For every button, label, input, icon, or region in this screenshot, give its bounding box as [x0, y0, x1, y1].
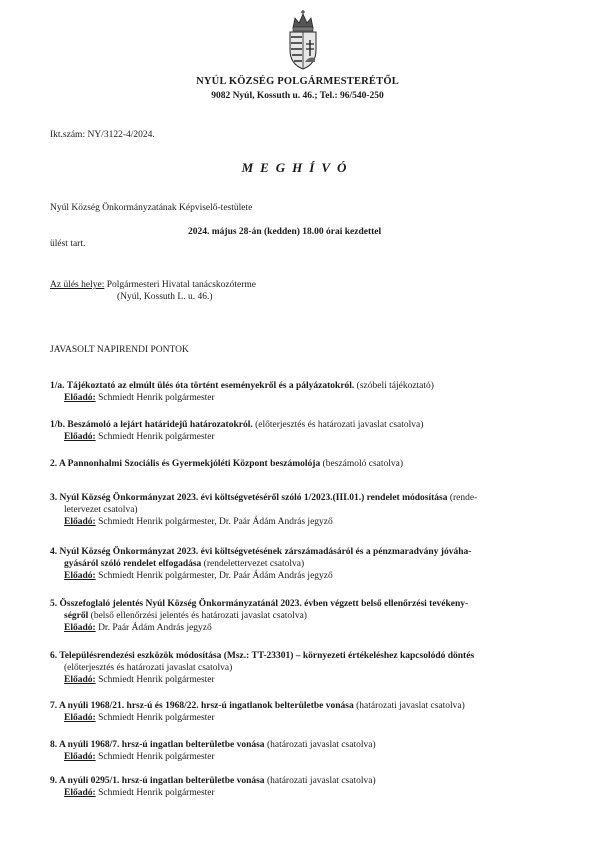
- item-presenter: Schmiedt Henrik polgármester, Dr. Paár Ádám András jegyző: [95, 571, 333, 581]
- item-title: 2. A Pannonhalmi Szociális és Gyermekjóléti Központ beszámolója: [50, 459, 321, 469]
- presenter-label: Előadó:: [64, 432, 96, 442]
- item-title: 3. Nyúl Község Önkormányzat 2023. évi költségvetéséről szóló 1/2023.(III.01.) rendelet módosítása: [50, 493, 448, 503]
- presenter-label: Előadó:: [64, 623, 96, 633]
- presenter-label: Előadó:: [64, 517, 96, 527]
- agenda-item-9: [50, 775, 550, 799]
- item-presenter: Schmiedt Henrik polgármester: [95, 713, 215, 723]
- item-presenter: Schmiedt Henrik polgármester, Dr. Paár Ádám András jegyző: [95, 517, 333, 527]
- venue-label: Az ülés helye:: [50, 280, 105, 290]
- item-presenter: Schmiedt Henrik polgármester: [95, 393, 215, 403]
- intro-text: Nyúl Község Önkormányzatának Képviselő-testülete: [50, 203, 253, 213]
- presenter-label: Előadó:: [64, 788, 96, 798]
- item-title-continued: gyásáról szóló rendelet elfogadása: [64, 559, 202, 569]
- document-title: MEGHÍVÓ: [241, 160, 354, 175]
- coat-of-arms-icon: [285, 10, 321, 70]
- item-presenter: Schmiedt Henrik polgármester: [95, 432, 215, 442]
- agenda-item-7: [50, 700, 550, 724]
- item-note: (határozati javaslat csatolva): [264, 740, 376, 750]
- meeting-date: 2024. május 28-án (kedden) 18.00 órai kezdettel: [188, 227, 382, 237]
- item-title: 1/b. Beszámoló a lejárt határidejű határozatokról.: [50, 420, 253, 430]
- item-presenter: Schmiedt Henrik polgármester: [95, 675, 215, 685]
- presenter-label: Előadó:: [64, 713, 96, 723]
- item-title-continued: ségről: [64, 611, 89, 621]
- item-title: 4. Nyúl Község Önkormányzat 2023. évi költségvetésének zárszámadásáról és a pénzmaradvány jóváha-: [50, 547, 472, 557]
- item-title: 6. Településrendezési eszközök módosítása (Msz.: TT-23301) – környezeti értékeléshez kapcsolódó döntés: [50, 651, 475, 661]
- issuer-title: NYÚL KÖZSÉG POLGÁRMESTERÉTŐL: [196, 76, 399, 87]
- agenda-heading: JAVASOLT NAPIRENDI PONTOK: [50, 345, 189, 355]
- item-note: (beszámoló csatolva): [320, 459, 404, 469]
- item-note: (rende-: [447, 493, 478, 503]
- intro-closing: ülést tart.: [50, 239, 86, 249]
- presenter-label: Előadó:: [64, 675, 96, 685]
- issuer-address: 9082 Nyúl, Kossuth u. 46.; Tel.: 96/540-250: [211, 91, 384, 101]
- item-note: (előterjesztés és határozati javaslat csatolva): [252, 420, 424, 430]
- item-presenter: Dr. Paár Ádám András jegyző: [95, 623, 212, 633]
- item-note-continued: (előterjesztés és határozati javaslat csatolva): [64, 663, 233, 673]
- item-note-continued: letervezet csatolva): [64, 505, 138, 515]
- item-note: (belső ellenőrzési jelentés és határozati javaslat csatolva): [88, 611, 307, 621]
- item-title: 1/a. Tájékoztató az elmúlt ülés óta történt eseményekről és a pályázatokról.: [50, 381, 355, 391]
- agenda-item-4: [50, 546, 550, 582]
- item-title: 8. A nyúli 1968/7. hrsz-ú ingatlan belterületbe vonása: [50, 740, 265, 750]
- presenter-label: Előadó:: [64, 752, 96, 762]
- venue-address: (Nyúl, Kossuth L. u. 46.): [117, 292, 213, 302]
- reference-number: Ikt.szám: NY/3122-4/2024.: [50, 130, 155, 140]
- item-note: (határozati javaslat csatolva): [353, 701, 465, 711]
- item-title: 9. A nyúli 0295/1. hrsz-ú ingatlan belterületbe vonása: [50, 776, 265, 786]
- agenda-item-3: [50, 492, 550, 528]
- presenter-label: Előadó:: [64, 571, 96, 581]
- item-title: 7. A nyúli 1968/21. hrsz-ú és 1968/22. hrsz-ú ingatlanok belterületbe vonása: [50, 701, 354, 711]
- item-presenter: Schmiedt Henrik polgármester: [95, 752, 215, 762]
- agenda-item-6: [50, 650, 550, 686]
- agenda-item-1a: [50, 380, 550, 404]
- item-note: (határozati javaslat csatolva): [264, 776, 376, 786]
- agenda-item-8: [50, 739, 550, 763]
- agenda-item-5: [50, 598, 550, 634]
- item-note: (rendelettervezet csatolva): [201, 559, 305, 569]
- item-note: (szóbeli tájékoztató): [354, 381, 434, 391]
- venue-value: Polgármesteri Hivatal tanácskozóterme: [104, 280, 257, 290]
- agenda-item-2: [50, 458, 550, 470]
- venue-line: [50, 280, 256, 290]
- presenter-label: Előadó:: [64, 393, 96, 403]
- agenda-item-1b: [50, 419, 550, 443]
- item-presenter: Schmiedt Henrik polgármester: [95, 788, 215, 798]
- item-title: 5. Összefoglaló jelentés Nyúl Község Önkormányzatánál 2023. évben végzett belső ellenőrzési tevékeny-: [50, 599, 469, 609]
